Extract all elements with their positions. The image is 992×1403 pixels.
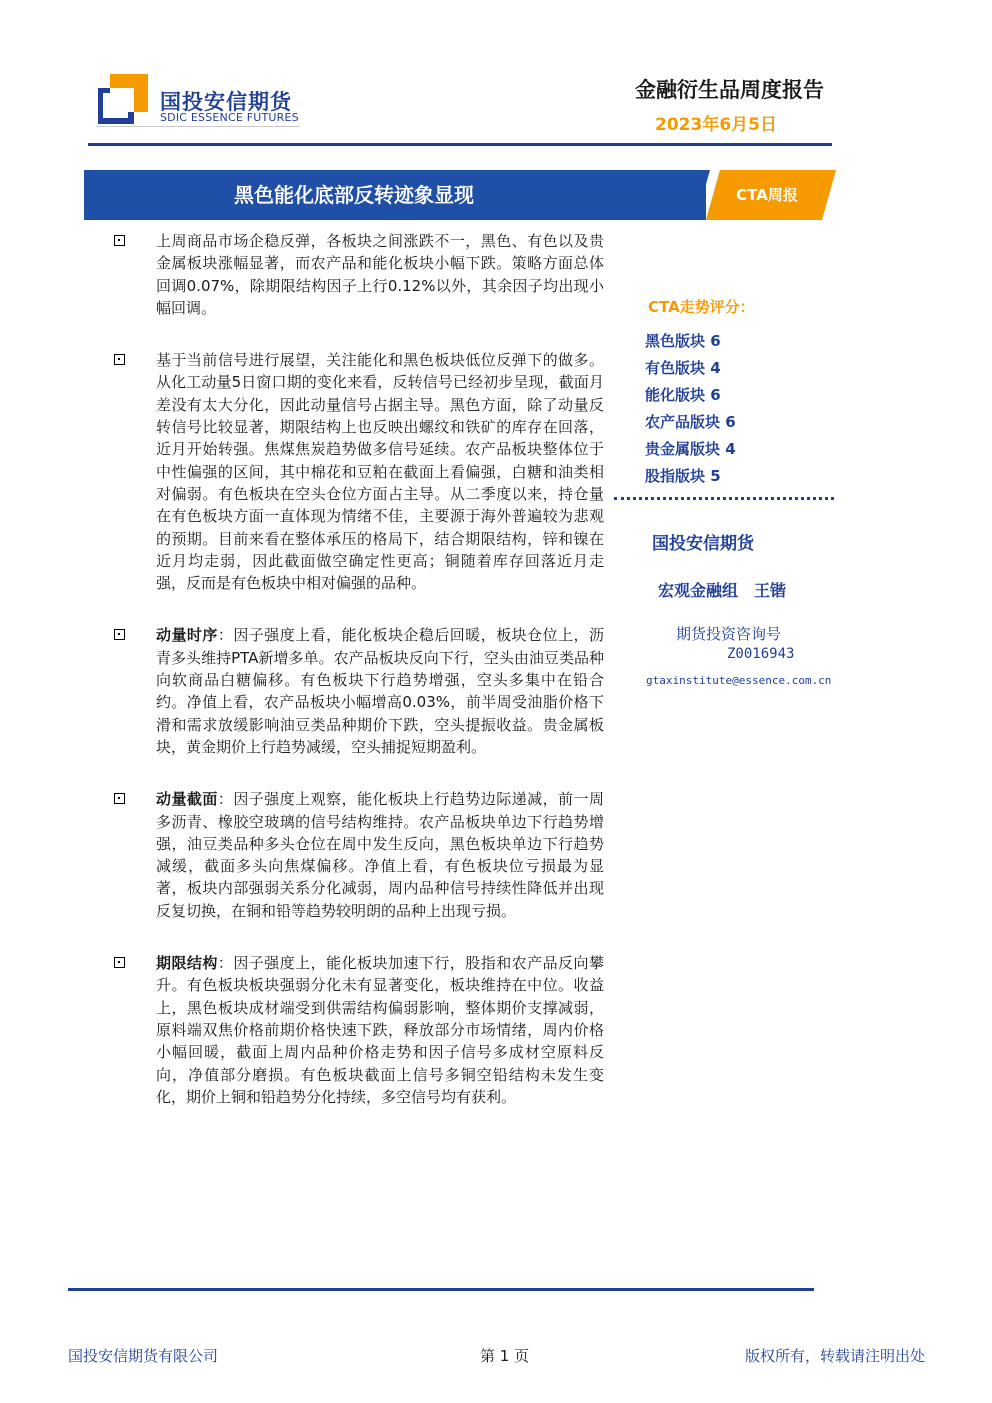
bullet-lead: 动量截面 [156,790,218,809]
bullet-square-icon [114,354,125,365]
report-title: 黑色能化底部反转迹象显现 [234,183,474,207]
score-item: 黑色版块 6 [645,332,721,350]
sidebar-author: 宏观金融组 王锴 [658,581,787,600]
report-date: 2023年6月5日 [655,115,777,135]
bullet-paragraph [112,624,604,758]
bullet-square-icon [114,957,125,968]
bullet-paragraph [112,788,604,922]
footer-company: 国投安信期货有限公司 [68,1347,219,1365]
bullet-lead: 期限结构 [156,954,218,973]
logo-english-name: SDIC ESSENCE FUTURES [160,111,299,124]
bullet-text: 上周商品市场企稳反弹，各板块之间涨跌不一，黑色、有色以及贵金属板块涨幅显著，而农产品和能化板块小幅下跌。策略方面总体回调0.07%，除期限结构因子上行0.12%以外，其余因子均出现小幅回调。 [156,232,604,317]
bullet-lead: 动量时序 [156,626,218,645]
score-item: 有色版块 4 [645,359,721,377]
bullet-text: 基于当前信号进行展望，关注能化和黑色板块低位反弹下的做多。从化工动量5日窗口期的变化来看，反转信号已经初步呈现，截面月差没有太大分化，因此动量信号占据主导。黑色方面，除了动量反转信号比较显著，期限结构上也反映出螺纹和铁矿的库存在回落，近月开始转强。焦煤焦炭趋势做多信号延续。农产品板块整体位于中性偏强的区间，其中棉花和豆粕在截面上看偏强，白糖和油类相对偏弱。有色板块在空头仓位方面占主导。从二季度以来，持仓量在有色板块方面一直体现为情绪不佳，主要源于海外普遍较为悲观的预期。目前来看在整体承压的格局下，结合期限结构，锌和镍在近月均走弱，因此截面做空确定性更高；铜随着库存回落近月走强，反而是有色板块中相对偏强的品种。 [156,351,604,593]
bullet-square-icon [114,235,125,246]
license-number: Z0016943 [727,646,795,662]
score-item: 能化版块 6 [645,386,721,404]
header-divider [88,143,832,146]
bullet-paragraph [112,349,604,594]
sidebar-title: CTA走势评分： [648,298,755,316]
report-tag: CTA周报 [736,186,798,204]
bullet-square-icon [114,629,125,640]
score-item: 农产品版块 6 [645,413,736,431]
score-item: 贵金属版块 4 [645,440,736,458]
main-content [112,230,604,1138]
bullet-paragraph [112,230,604,319]
license-label: 期货投资咨询号 [676,625,782,643]
report-type: 金融衍生品周度报告 [635,78,824,102]
bullet-paragraph [112,952,604,1108]
sidebar-org: 国投安信期货 [652,534,754,554]
bullet-square-icon [114,793,125,804]
footer-copyright: 版权所有，转载请注明出处 [745,1347,926,1365]
company-logo-icon [98,74,148,124]
footer-divider [68,1288,814,1291]
sidebar-divider [614,497,834,501]
logo-chinese-name: 国投安信期货 [160,90,292,114]
page-number: 第 1 页 [480,1347,530,1365]
bullet-text: ：因子强度上，能化板块加速下行，股指和农产品反向攀升。有色板块板块强弱分化未有显著变化，板块维持在中位。收益上，黑色板块成材端受到供需结构偏弱影响，整体期价支撑减弱，原料端双焦价格前期价格快速下跌，释放部分市场情绪，周内价格小幅回暖，截面上周内品种价格走势和因子信号多成材空原料反向，净值部分磨损。有色板块截面上信号多铜空铅结构未发生变化，期价上铜和铅趋势分化持续，多空信号均有获利。 [156,954,604,1106]
contact-email[interactable]: gtaxinstitute@essence.com.cn [646,674,832,687]
logo-divider [96,126,300,127]
bullet-text: ：因子强度上观察，能化板块上行趋势边际递减，前一周多沥青、橡胶空玻璃的信号结构维持。农产品板块单边下行趋势增强，油豆类品种多头仓位在周中发生反向，黑色板块单边下行趋势减缓，截面多头向焦煤偏移。净值上看，有色板块位亏损最为显著，板块内部强弱关系分化减弱，周内品种信号持续性降低并出现反复切换，在铜和铅等趋势较明朗的品种上出现亏损。 [156,790,604,920]
bullet-text: ：因子强度上看，能化板块企稳后回暖，板块仓位上，沥青多头维持PTA新增多单。农产品板块反向下行，空头由油豆类品种向软商品白糖偏移。有色板块下行趋势增强，空头多集中在铅合约。净值上看，农产品板块小幅增高0.03%，前半周受油脂价格下滑和需求放缓影响油豆类品种期价下跌，空头提振收益。贵金属板块，黄金期价上行趋势减缓，空头捕捉短期盈利。 [156,626,604,756]
score-item: 股指版块 5 [645,467,721,485]
